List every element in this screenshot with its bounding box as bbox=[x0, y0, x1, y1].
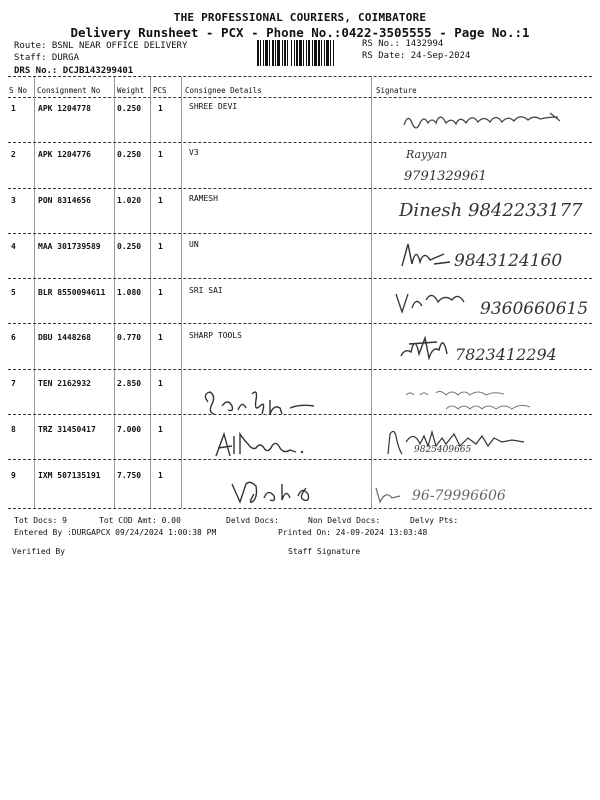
cell-weight: 0.250 bbox=[117, 150, 142, 159]
cell-consignment: PON 8314656 bbox=[38, 196, 91, 205]
signature-row-7-consignee bbox=[200, 386, 340, 424]
handwriting-text: Dinesh 9842233177 bbox=[399, 200, 583, 221]
company-title: THE PROFESSIONAL COURIERS, COIMBATORE bbox=[173, 11, 427, 24]
signature-row-6 bbox=[395, 328, 595, 372]
cell-weight: 1.080 bbox=[117, 288, 142, 297]
handwriting-phone: 96-79996606 bbox=[412, 488, 506, 504]
cell-sno: 5 bbox=[11, 288, 16, 297]
cell-weight: 1.020 bbox=[117, 196, 142, 205]
cell-pcs: 1 bbox=[158, 379, 163, 388]
barcode bbox=[257, 40, 356, 66]
cell-consignment: APK 1204776 bbox=[38, 150, 91, 159]
col-header-consignee: Consignee Details bbox=[185, 86, 262, 95]
cell-pcs: 1 bbox=[158, 104, 163, 113]
route-label: Route: BSNL NEAR OFFICE DELIVERY bbox=[14, 41, 188, 51]
handwriting-phone: 9791329961 bbox=[404, 169, 487, 184]
col-header-consignment: Consignment No bbox=[37, 86, 101, 95]
cell-sno: 7 bbox=[11, 379, 16, 388]
cell-weight: 0.250 bbox=[117, 242, 142, 251]
cell-sno: 6 bbox=[11, 333, 16, 342]
signature-row-3 bbox=[397, 188, 597, 236]
col-header-sno: S No bbox=[9, 86, 28, 95]
signature-row-4 bbox=[398, 236, 588, 280]
col-header-signature: Signature bbox=[376, 86, 417, 95]
handwriting-phone: 9825409665 bbox=[414, 445, 472, 455]
cell-weight: 7.750 bbox=[117, 471, 142, 480]
cell-pcs: 1 bbox=[158, 288, 163, 297]
rs-number: RS No.: 1432994 bbox=[362, 39, 444, 49]
entered-by: Entered By :DURGAPCX 09/24/2024 1:00:38 PM bbox=[14, 528, 217, 537]
printed-on: Printed On: 24-09-2024 13:03:48 bbox=[278, 528, 428, 537]
total-cod-amount: Tot COD Amt: 0.00 bbox=[99, 516, 181, 525]
handwriting-name: Rayyan bbox=[406, 148, 448, 161]
cell-consignee: RAMESH bbox=[189, 194, 218, 203]
cell-pcs: 1 bbox=[158, 333, 163, 342]
header-divider-bottom bbox=[8, 97, 592, 98]
signature-row-5 bbox=[392, 286, 592, 330]
cell-weight: 0.770 bbox=[117, 333, 142, 342]
runsheet-subtitle: Delivery Runsheet - PCX - Phone No.:0422-3505555 - Page No.:1 bbox=[70, 25, 530, 40]
cell-consignment: BLR 8550094611 bbox=[38, 288, 106, 297]
signature-row-2 bbox=[402, 144, 552, 192]
cell-consignment: DBU 1448268 bbox=[38, 333, 91, 342]
cell-consignment: TRZ 31450417 bbox=[38, 425, 96, 434]
signature-row-9 bbox=[372, 478, 572, 512]
row-divider bbox=[8, 142, 592, 143]
total-docs: Tot Docs: 9 bbox=[14, 516, 67, 525]
rs-date: RS Date: 24-Sep-2024 bbox=[362, 51, 471, 61]
cell-consignee: V3 bbox=[189, 148, 199, 157]
signature-row-1 bbox=[400, 103, 580, 137]
staff-label: Staff: DURGA bbox=[14, 53, 80, 63]
cell-pcs: 1 bbox=[158, 242, 163, 251]
cell-weight: 0.250 bbox=[117, 104, 142, 113]
delivered-docs: Delvd Docs: bbox=[226, 516, 279, 525]
cell-consignment: IXM 507135191 bbox=[38, 471, 101, 480]
cell-consignee: SRI SAI bbox=[189, 286, 223, 295]
non-delivered-docs: Non Delvd Docs: bbox=[308, 516, 381, 525]
cell-consignee: SHARP TOOLS bbox=[189, 331, 242, 340]
cell-weight: 7.000 bbox=[117, 425, 142, 434]
cell-pcs: 1 bbox=[158, 196, 163, 205]
handwriting-phone: 9360660615 bbox=[480, 299, 589, 319]
delivery-points: Delvy Pts: bbox=[410, 516, 459, 525]
cell-consignment: APK 1204778 bbox=[38, 104, 91, 113]
staff-signature-label: Staff Signature bbox=[288, 547, 361, 556]
header-divider-top bbox=[8, 76, 592, 77]
cell-consignee: UN bbox=[189, 240, 199, 249]
cell-sno: 1 bbox=[11, 104, 16, 113]
signature-row-9-consignee bbox=[228, 474, 338, 512]
cell-consignment: TEN 2162932 bbox=[38, 379, 91, 388]
cell-sno: 2 bbox=[11, 150, 16, 159]
drs-number: DRS No.: DCJB143299401 bbox=[14, 66, 134, 76]
cell-consignee: SHREE DEVI bbox=[189, 102, 238, 111]
cell-sno: 3 bbox=[11, 196, 16, 205]
handwriting-phone: 9843124160 bbox=[454, 251, 563, 271]
cell-pcs: 1 bbox=[158, 150, 163, 159]
signature-row-8 bbox=[384, 424, 564, 468]
cell-sno: 8 bbox=[11, 425, 16, 434]
col-header-pcs: PCS bbox=[153, 86, 167, 95]
col-header-weight: Weight bbox=[117, 86, 145, 95]
signature-row-7 bbox=[400, 385, 570, 421]
verified-by-label: Verified By bbox=[12, 547, 65, 556]
cell-sno: 4 bbox=[11, 242, 16, 251]
signature-row-8-consignee bbox=[212, 428, 342, 466]
cell-pcs: 1 bbox=[158, 471, 163, 480]
cell-consignment: MAA 301739589 bbox=[38, 242, 101, 251]
cell-pcs: 1 bbox=[158, 425, 163, 434]
handwriting-phone: 7823412294 bbox=[455, 345, 557, 364]
cell-sno: 9 bbox=[11, 471, 16, 480]
cell-weight: 2.850 bbox=[117, 379, 142, 388]
